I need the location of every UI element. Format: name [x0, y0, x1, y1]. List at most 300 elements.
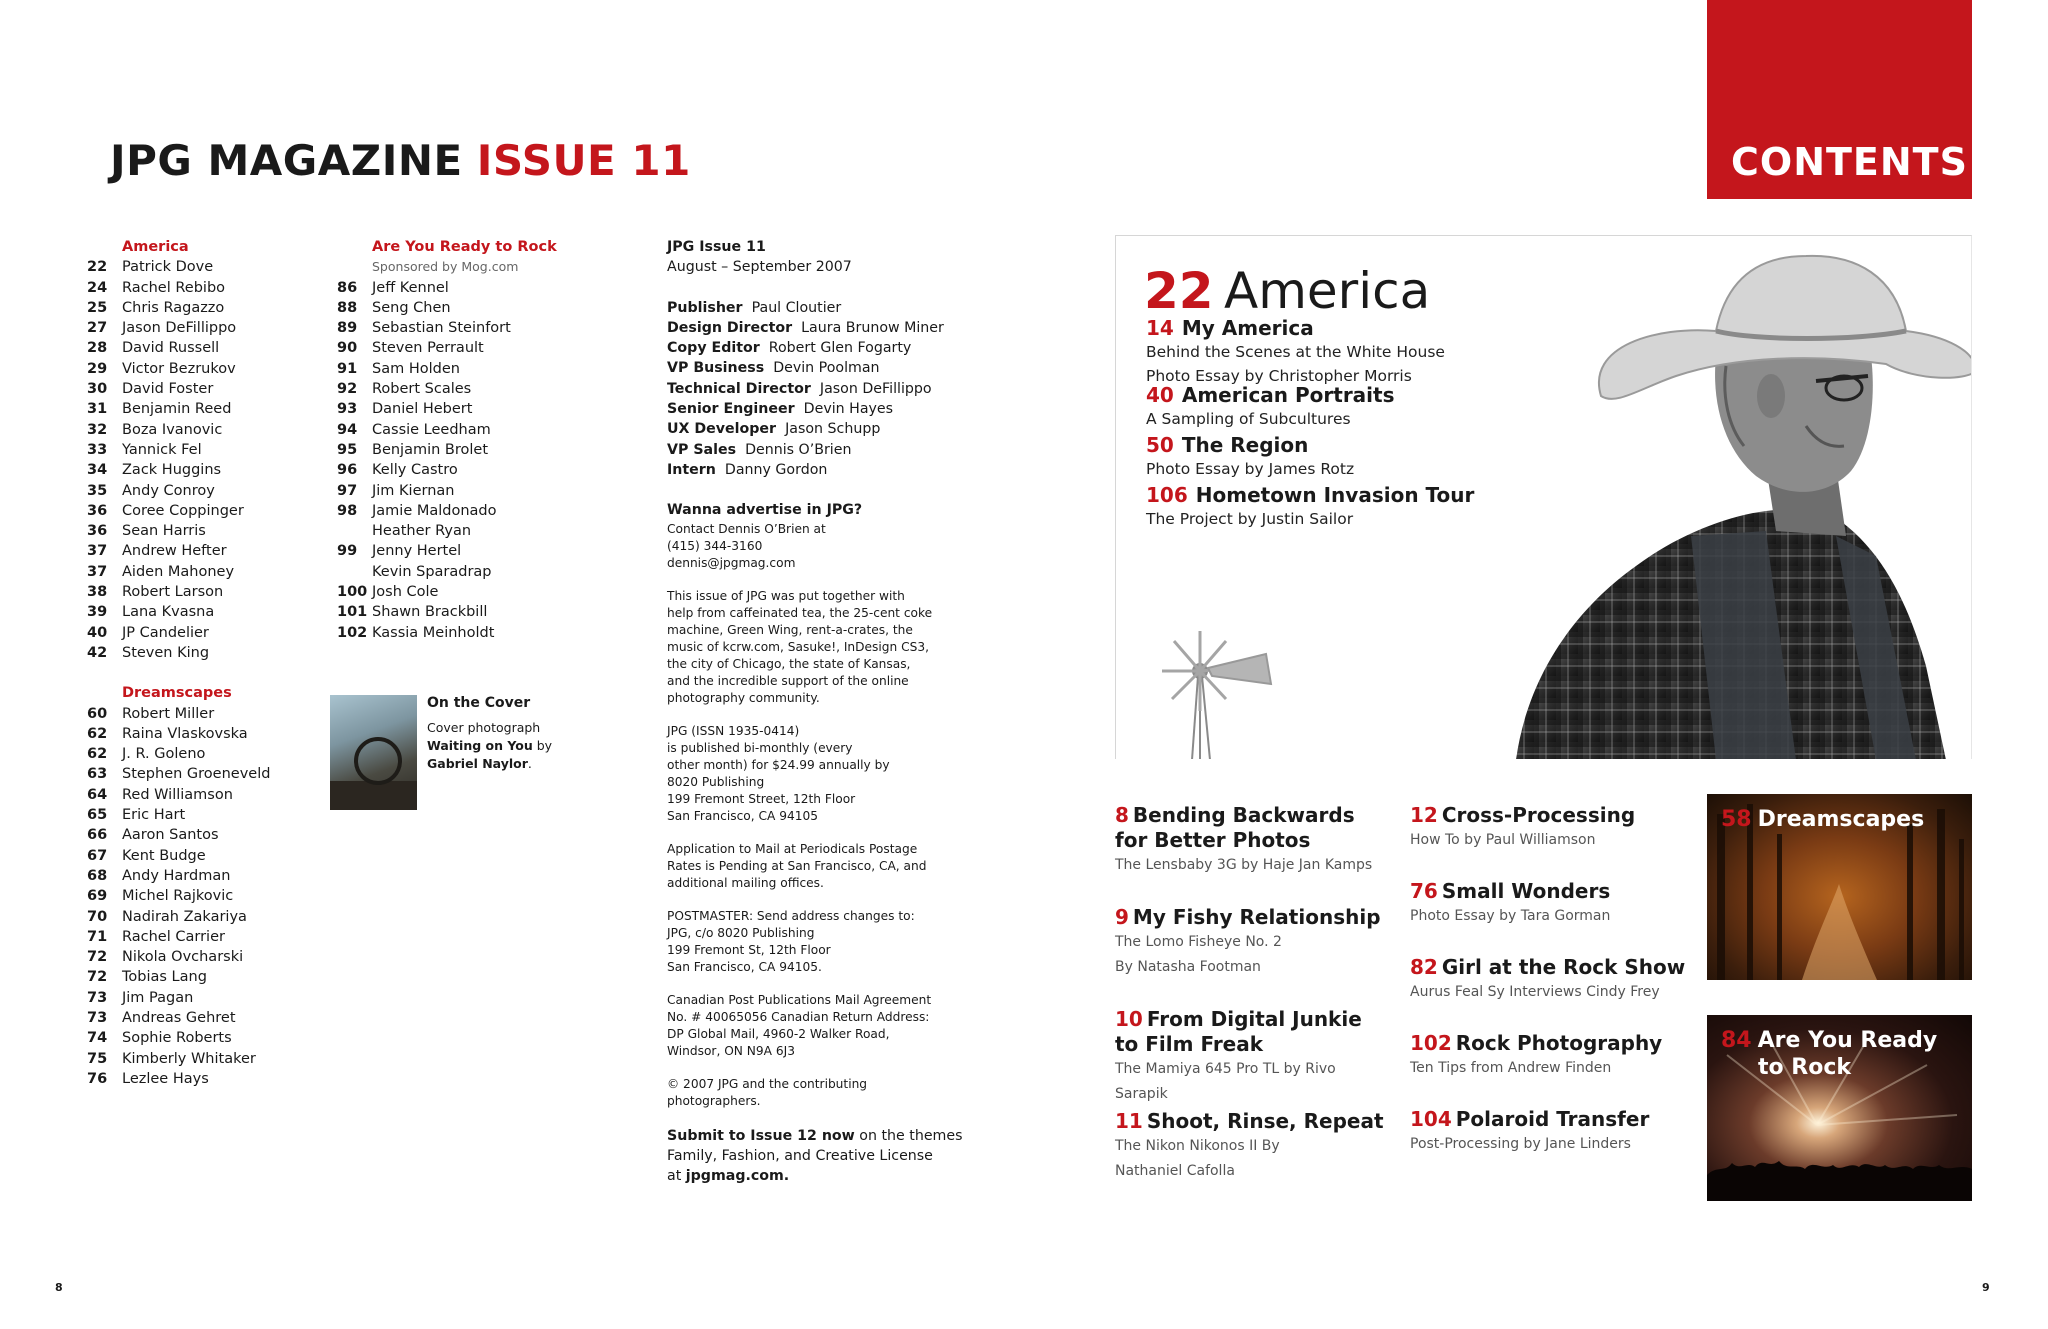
page-number: 76 [87, 1070, 108, 1087]
feature-story-title [1146, 483, 1474, 507]
list-item[interactable] [87, 1008, 287, 1028]
page-number: 63 [87, 766, 108, 783]
list-item[interactable] [87, 785, 287, 805]
story-title: Shoot, Rinse, Repeat [1146, 1109, 1384, 1133]
page-number: 75 [87, 1050, 108, 1067]
list-item[interactable] [337, 440, 567, 460]
page-number: 38 [87, 584, 108, 601]
story-page-number: 10 [1115, 1007, 1143, 1031]
staff-name: Jason DeFillippo [819, 380, 932, 397]
page-number: 90 [337, 340, 358, 357]
contributor-name: Kimberly Whitaker [122, 1050, 256, 1067]
magazine-masthead [110, 136, 691, 185]
story-title: The Region [1181, 433, 1309, 457]
sponsor-line: Sponsored by Mog.com [372, 259, 519, 275]
contributor-name: Kassia Meinholdt [372, 624, 495, 641]
copyright [667, 1076, 942, 1110]
contributor-name: Benjamin Brolet [372, 441, 489, 458]
list-item[interactable] [87, 521, 287, 541]
story-entry[interactable] [1410, 803, 1695, 853]
story-subtitle: The Nikon Nikonos II By Nathaniel Cafolla [1115, 1138, 1280, 1179]
list-item[interactable] [337, 278, 567, 298]
feature-title: America [1224, 262, 1431, 320]
staff-row [667, 358, 942, 378]
story-entry[interactable] [1410, 955, 1695, 1005]
postmaster-info [667, 908, 942, 976]
feature-story[interactable] [1146, 483, 1474, 531]
list-item[interactable] [87, 866, 287, 886]
contributor-name: Robert Miller [122, 705, 215, 722]
contributor-name: Heather Ryan [372, 523, 472, 540]
story-subtitle: How To by Paul Williamson [1410, 832, 1596, 848]
feature-story[interactable] [1146, 316, 1445, 388]
feature-story-title [1146, 316, 1445, 340]
staff-row [667, 318, 942, 338]
story-page-number: 8 [1115, 803, 1129, 827]
contributor-name: Robert Larson [122, 584, 224, 601]
page-number: 39 [87, 604, 108, 621]
feature-story-title [1146, 383, 1395, 407]
list-item[interactable] [87, 1069, 287, 1089]
text-line: 8020 Publishing [667, 774, 765, 789]
text-line: help from caffeinated tea, the 25-cent coke [667, 605, 933, 620]
windmill-icon [1162, 631, 1271, 759]
page-number: 32 [87, 421, 108, 438]
info-date: August – September 2007 [667, 259, 852, 276]
list-item[interactable] [87, 724, 287, 744]
rock-panel[interactable] [1707, 1015, 1972, 1201]
contributor-name: Stephen Groeneveld [122, 766, 271, 783]
story-page-number: 40 [1146, 383, 1174, 407]
feature-page-number: 22 [1144, 262, 1214, 320]
folio-right: 9 [1982, 1281, 1990, 1294]
list-item[interactable] [87, 562, 287, 582]
cover-photographer: Gabriel Naylor [427, 756, 528, 771]
staff-name: Danny Gordon [724, 461, 828, 478]
text-line: No. # 40065056 Canadian Return Address: [667, 1009, 930, 1024]
list-item[interactable] [87, 338, 287, 358]
contributor-name: Lezlee Hays [122, 1070, 209, 1087]
list-item[interactable] [87, 927, 287, 947]
story-page-number: 106 [1146, 483, 1188, 507]
list-item[interactable] [87, 988, 287, 1008]
contributor-name: Kevin Sparadrap [372, 563, 492, 580]
story-entry[interactable] [1410, 1031, 1695, 1081]
page-number: 89 [337, 320, 358, 337]
list-item[interactable] [87, 947, 287, 967]
colophon [667, 588, 942, 707]
list-item[interactable] [337, 481, 567, 501]
list-item[interactable] [87, 257, 287, 277]
list-item[interactable] [337, 379, 567, 399]
page-number: 71 [87, 928, 108, 945]
page-number: 31 [87, 401, 108, 418]
page-number: 36 [87, 523, 108, 540]
list-item[interactable] [87, 643, 287, 663]
dreamscapes-panel[interactable] [1707, 794, 1972, 980]
text-line: POSTMASTER: Send address changes to: [667, 908, 915, 923]
story-page-number: 102 [1410, 1031, 1452, 1055]
text-line: 199 Fremont Street, 12th Floor [667, 791, 856, 806]
list-item[interactable] [337, 460, 567, 480]
page-number: 101 [337, 604, 368, 621]
submit-callout: Submit to Issue 12 now on the themes Family, Fashion, and Creative License at jpgmag.com. [667, 1127, 963, 1185]
list-item[interactable] [337, 562, 567, 582]
page-number: 72 [87, 969, 108, 986]
contributor-name: Michel Rajkovic [122, 888, 234, 905]
on-the-cover [330, 695, 590, 810]
text-line: JPG, c/o 8020 Publishing [667, 925, 815, 940]
contributor-name: Lana Kvasna [122, 604, 215, 621]
page-number: 24 [87, 279, 108, 296]
staff-name: Paul Cloutier [751, 299, 842, 316]
list-item[interactable] [87, 825, 287, 845]
contributor-name: Kent Budge [122, 847, 206, 864]
contributor-name: Rachel Rebibo [122, 279, 226, 296]
text-line: © 2007 JPG and the contributing [667, 1076, 868, 1091]
cover-credit: Cover photograph Waiting on You by Gabriel Naylor. [427, 720, 553, 771]
story-subtitle: Aurus Feal Sy Interviews Cindy Frey [1410, 984, 1660, 1000]
story-page-number: 11 [1115, 1109, 1143, 1133]
folio-left: 8 [55, 1281, 63, 1294]
story-title: Polaroid Transfer [1455, 1107, 1650, 1131]
staff-name: Laura Brunow Miner [801, 319, 944, 336]
feature-story[interactable] [1146, 383, 1395, 431]
page-number: 33 [87, 441, 108, 458]
story-title-line [1115, 1109, 1400, 1134]
contributor-name: Jamie Maldonado [372, 502, 497, 519]
list-item[interactable] [337, 359, 567, 379]
story-entry[interactable] [1115, 1109, 1400, 1184]
text-line: (415) 344-3160 [667, 538, 763, 553]
text-line: photographers. [667, 1093, 761, 1108]
cover-thumbnail [330, 695, 417, 810]
masthead-info-column [667, 237, 963, 1186]
list-item[interactable] [87, 359, 287, 379]
page-number: 68 [87, 867, 108, 884]
contributor-name: Zack Huggins [122, 462, 222, 479]
staff-row [667, 419, 942, 439]
story-subtitle: Post-Processing by Jane Linders [1410, 1136, 1631, 1152]
text-line: This issue of JPG was put together with [667, 588, 905, 603]
page-number: 91 [337, 360, 358, 377]
story-title: Small Wonders [1441, 879, 1611, 903]
list-item[interactable] [87, 582, 287, 602]
list-item[interactable] [337, 623, 567, 643]
contributor-name: Rachel Carrier [122, 928, 225, 945]
contributor-name: Aaron Santos [122, 827, 219, 844]
contributor-name: Kelly Castro [372, 462, 458, 479]
contributor-name: Nikola Ovcharski [122, 949, 244, 966]
list-item[interactable] [87, 764, 287, 784]
list-item[interactable] [337, 298, 567, 318]
page-number: 94 [337, 421, 358, 438]
text-line: music of kcrw.com, Sasuke!, InDesign CS3, [667, 639, 929, 654]
page-number: 95 [337, 441, 358, 458]
page-number: 36 [87, 502, 108, 519]
contents-tab [1707, 0, 1972, 199]
contributor-name: Daniel Hebert [372, 401, 473, 418]
story-title: Cross-Processing [1441, 803, 1636, 827]
story-title: American Portraits [1181, 383, 1395, 407]
story-page-number: 14 [1146, 316, 1174, 340]
list-item[interactable] [87, 379, 287, 399]
page-number: 62 [87, 746, 108, 763]
story-entry[interactable] [1410, 879, 1695, 929]
story-page-number: 82 [1410, 955, 1438, 979]
staff-role: VP Business [667, 360, 765, 377]
story-subtitle: Photo Essay by Christopher Morris [1146, 367, 1412, 385]
story-title: Bending Backwards for Better Photos [1115, 803, 1355, 852]
text-line: dennis@jpgmag.com [667, 555, 796, 570]
page-number: 67 [87, 847, 108, 864]
america-contributor-list [87, 257, 287, 663]
contributor-name: Tobias Lang [122, 969, 207, 986]
contributor-name: Chris Ragazzo [122, 299, 225, 316]
page-number: 29 [87, 360, 108, 377]
story-subtitle: The Mamiya 645 Pro TL by Rivo Sarapik [1115, 1061, 1336, 1102]
contributor-name: Jason DeFillippo [122, 320, 237, 337]
text-line: additional mailing offices. [667, 875, 824, 890]
story-title: My Fishy Relationship [1132, 905, 1381, 929]
contributor-name: David Foster [122, 381, 214, 398]
staff-list [667, 298, 942, 481]
contributor-name: Andrew Hefter [122, 543, 227, 560]
contributor-name: Steven Perrault [372, 340, 484, 357]
page-number: 74 [87, 1030, 108, 1047]
staff-name: Jason Schupp [785, 421, 881, 438]
contributor-name: Shawn Brackbill [372, 604, 488, 621]
text-line: photography community. [667, 690, 820, 705]
list-item[interactable] [337, 602, 567, 622]
staff-role: UX Developer [667, 421, 777, 438]
list-item[interactable] [87, 602, 287, 622]
list-item[interactable] [87, 805, 287, 825]
story-entry[interactable] [1115, 905, 1400, 980]
contributor-name: Jim Pagan [122, 989, 194, 1006]
story-subtitle: A Sampling of Subcultures [1146, 410, 1351, 428]
page-number: 37 [87, 543, 108, 560]
text-line: machine, Green Wing, rent-a-crates, the [667, 622, 913, 637]
cover-photo-title: Waiting on You [427, 738, 533, 753]
page-number: 42 [87, 644, 108, 661]
text-line: Application to Mail at Periodicals Postage [667, 841, 918, 856]
submit-site-link[interactable]: jpgmag.com. [685, 1168, 790, 1185]
contributor-name: Sebastian Steinfort [372, 320, 511, 337]
text-line: other month) for $24.99 annually by [667, 757, 890, 772]
contributor-name: David Russell [122, 340, 220, 357]
page-number: 66 [87, 827, 108, 844]
page-number: 64 [87, 786, 108, 803]
text-line: the city of Chicago, the state of Kansas, [667, 656, 911, 671]
list-item[interactable] [337, 399, 567, 419]
dreamscapes-contributor-list [87, 704, 287, 1090]
list-item[interactable] [87, 846, 287, 866]
page-number: 93 [337, 401, 358, 418]
list-item[interactable] [87, 886, 287, 906]
staff-row [667, 440, 942, 460]
story-entry[interactable] [1115, 803, 1385, 878]
text-line: is published bi-monthly (every [667, 740, 853, 755]
staff-row [667, 379, 942, 399]
page-number: 102 [337, 624, 368, 641]
page-number: 100 [337, 584, 368, 601]
list-item[interactable] [337, 318, 567, 338]
list-item[interactable] [87, 460, 287, 480]
text-line: Windsor, ON N9A 6J3 [667, 1043, 795, 1058]
list-item[interactable] [87, 278, 287, 298]
staff-name: Robert Glen Fogarty [768, 340, 912, 357]
advertise-title: Wanna advertise in JPG? [667, 502, 863, 519]
list-item[interactable] [87, 481, 287, 501]
page-number: 30 [87, 381, 108, 398]
list-item[interactable] [87, 298, 287, 318]
list-item[interactable] [337, 582, 567, 602]
page-number: 69 [87, 888, 108, 905]
text-line: Canadian Post Publications Mail Agreement [667, 992, 932, 1007]
page-number: 97 [337, 482, 358, 499]
text-line: DP Global Mail, 4960-2 Walker Road, [667, 1026, 890, 1041]
story-subtitle: Photo Essay by Tara Gorman [1410, 908, 1611, 924]
contributor-name: Andy Hardman [122, 867, 231, 884]
contributor-name: Benjamin Reed [122, 401, 232, 418]
story-page-number: 12 [1410, 803, 1438, 827]
issn-info [667, 723, 942, 825]
list-item[interactable] [87, 744, 287, 764]
story-title-line [1410, 879, 1695, 904]
page-number [337, 562, 372, 582]
story-title: Rock Photography [1455, 1031, 1663, 1055]
staff-row [667, 399, 942, 419]
story-subtitle: Photo Essay by James Rotz [1146, 460, 1355, 478]
page-number: 34 [87, 462, 108, 479]
story-subtitle: The Lomo Fisheye No. 2 By Natasha Footman [1115, 934, 1282, 975]
story-subtitle: Behind the Scenes at the White House [1146, 343, 1445, 361]
story-page-number: 9 [1115, 905, 1129, 929]
text-line: San Francisco, CA 94105. [667, 959, 822, 974]
page-number: 28 [87, 340, 108, 357]
rock-panel-title: 84 Are You Ready to Rock [1721, 1028, 1938, 1080]
feature-story[interactable] [1146, 433, 1354, 481]
list-item[interactable] [87, 907, 287, 927]
page-number [337, 521, 372, 541]
staff-row [667, 460, 942, 480]
page-number: 22 [87, 259, 108, 276]
staff-name: Devin Hayes [803, 401, 894, 418]
rock-contributor-list [337, 278, 567, 643]
list-item[interactable] [337, 521, 567, 541]
issue-number: ISSUE 11 [476, 136, 691, 185]
canada-post-info [667, 992, 942, 1060]
list-item[interactable] [337, 420, 567, 440]
story-title: Girl at the Rock Show [1441, 955, 1686, 979]
page-number: 65 [87, 807, 108, 824]
cover-title: On the Cover [427, 695, 531, 711]
story-subtitle: The Project by Justin Sailor [1146, 510, 1354, 528]
text-line: Contact Dennis O’Brien at [667, 521, 826, 536]
dreamscapes-panel-title: 58 Dreamscapes [1721, 807, 1925, 832]
page-number: 37 [87, 563, 108, 580]
contributor-name: Red Williamson [122, 786, 233, 803]
contributor-name: Patrick Dove [122, 259, 214, 276]
story-page-number: 50 [1146, 433, 1174, 457]
staff-role: Design Director [667, 319, 793, 336]
toc-column-rock [337, 237, 567, 643]
list-item[interactable] [87, 318, 287, 338]
list-item[interactable] [87, 1049, 287, 1069]
contributor-name: Sean Harris [122, 523, 206, 540]
list-item[interactable] [87, 967, 287, 987]
text-line: San Francisco, CA 94105 [667, 808, 818, 823]
story-title: Hometown Invasion Tour [1195, 483, 1475, 507]
story-title-line [1410, 1031, 1695, 1056]
story-entry[interactable] [1115, 1007, 1385, 1107]
list-item[interactable] [87, 440, 287, 460]
contributor-name: Seng Chen [372, 299, 451, 316]
list-item[interactable] [87, 623, 287, 643]
contributor-name: Andy Conroy [122, 482, 215, 499]
staff-name: Devin Poolman [773, 360, 880, 377]
steering-wheel-icon [354, 737, 402, 785]
page-number: 25 [87, 299, 108, 316]
list-item[interactable] [87, 399, 287, 419]
magazine-title: JPG MAGAZINE [110, 136, 463, 185]
page-number: 27 [87, 320, 108, 337]
story-title-line [1410, 955, 1695, 980]
page-number: 40 [87, 624, 108, 641]
page-number: 73 [87, 1009, 108, 1026]
text-line: 199 Fremont St, 12th Floor [667, 942, 831, 957]
story-title-line [1115, 803, 1385, 853]
mail-info [667, 841, 942, 892]
staff-role: Technical Director [667, 380, 811, 397]
list-item[interactable] [87, 501, 287, 521]
contents-label: CONTENTS [1731, 140, 1968, 184]
advertise-contact [667, 521, 942, 572]
contributor-name: Robert Scales [372, 381, 472, 398]
page-number: 92 [337, 381, 358, 398]
story-entry[interactable] [1410, 1107, 1695, 1157]
list-item[interactable] [87, 420, 287, 440]
staff-row [667, 338, 942, 358]
contributor-name: JP Candelier [122, 624, 209, 641]
contributor-name: Jenny Hertel [372, 543, 462, 560]
section-title-dreamscapes: Dreamscapes [122, 685, 232, 702]
list-item[interactable] [87, 1028, 287, 1048]
page-number: 98 [337, 502, 358, 519]
story-subtitle: The Lensbaby 3G by Haje Jan Kamps [1115, 857, 1373, 873]
contributor-name: Victor Bezrukov [122, 360, 236, 377]
contributor-name: Josh Cole [372, 584, 439, 601]
list-item[interactable] [87, 541, 287, 561]
page-number: 35 [87, 482, 108, 499]
list-item[interactable] [337, 541, 567, 561]
story-title-line [1410, 803, 1695, 828]
contributor-name: Jeff Kennel [372, 279, 449, 296]
story-title-line [1115, 905, 1400, 930]
list-item[interactable] [87, 704, 287, 724]
list-item[interactable] [337, 501, 567, 521]
section-title-america: America [122, 239, 189, 255]
page-number: 72 [87, 949, 108, 966]
story-title: My America [1181, 316, 1314, 340]
text-line: JPG (ISSN 1935-0414) [667, 723, 800, 738]
list-item[interactable] [337, 338, 567, 358]
toc-column-america-dreamscapes [87, 237, 287, 1089]
page-number: 99 [337, 543, 358, 560]
staff-name: Dennis O’Brien [745, 441, 852, 458]
text-line: Rates is Pending at San Francisco, CA, and [667, 858, 927, 873]
